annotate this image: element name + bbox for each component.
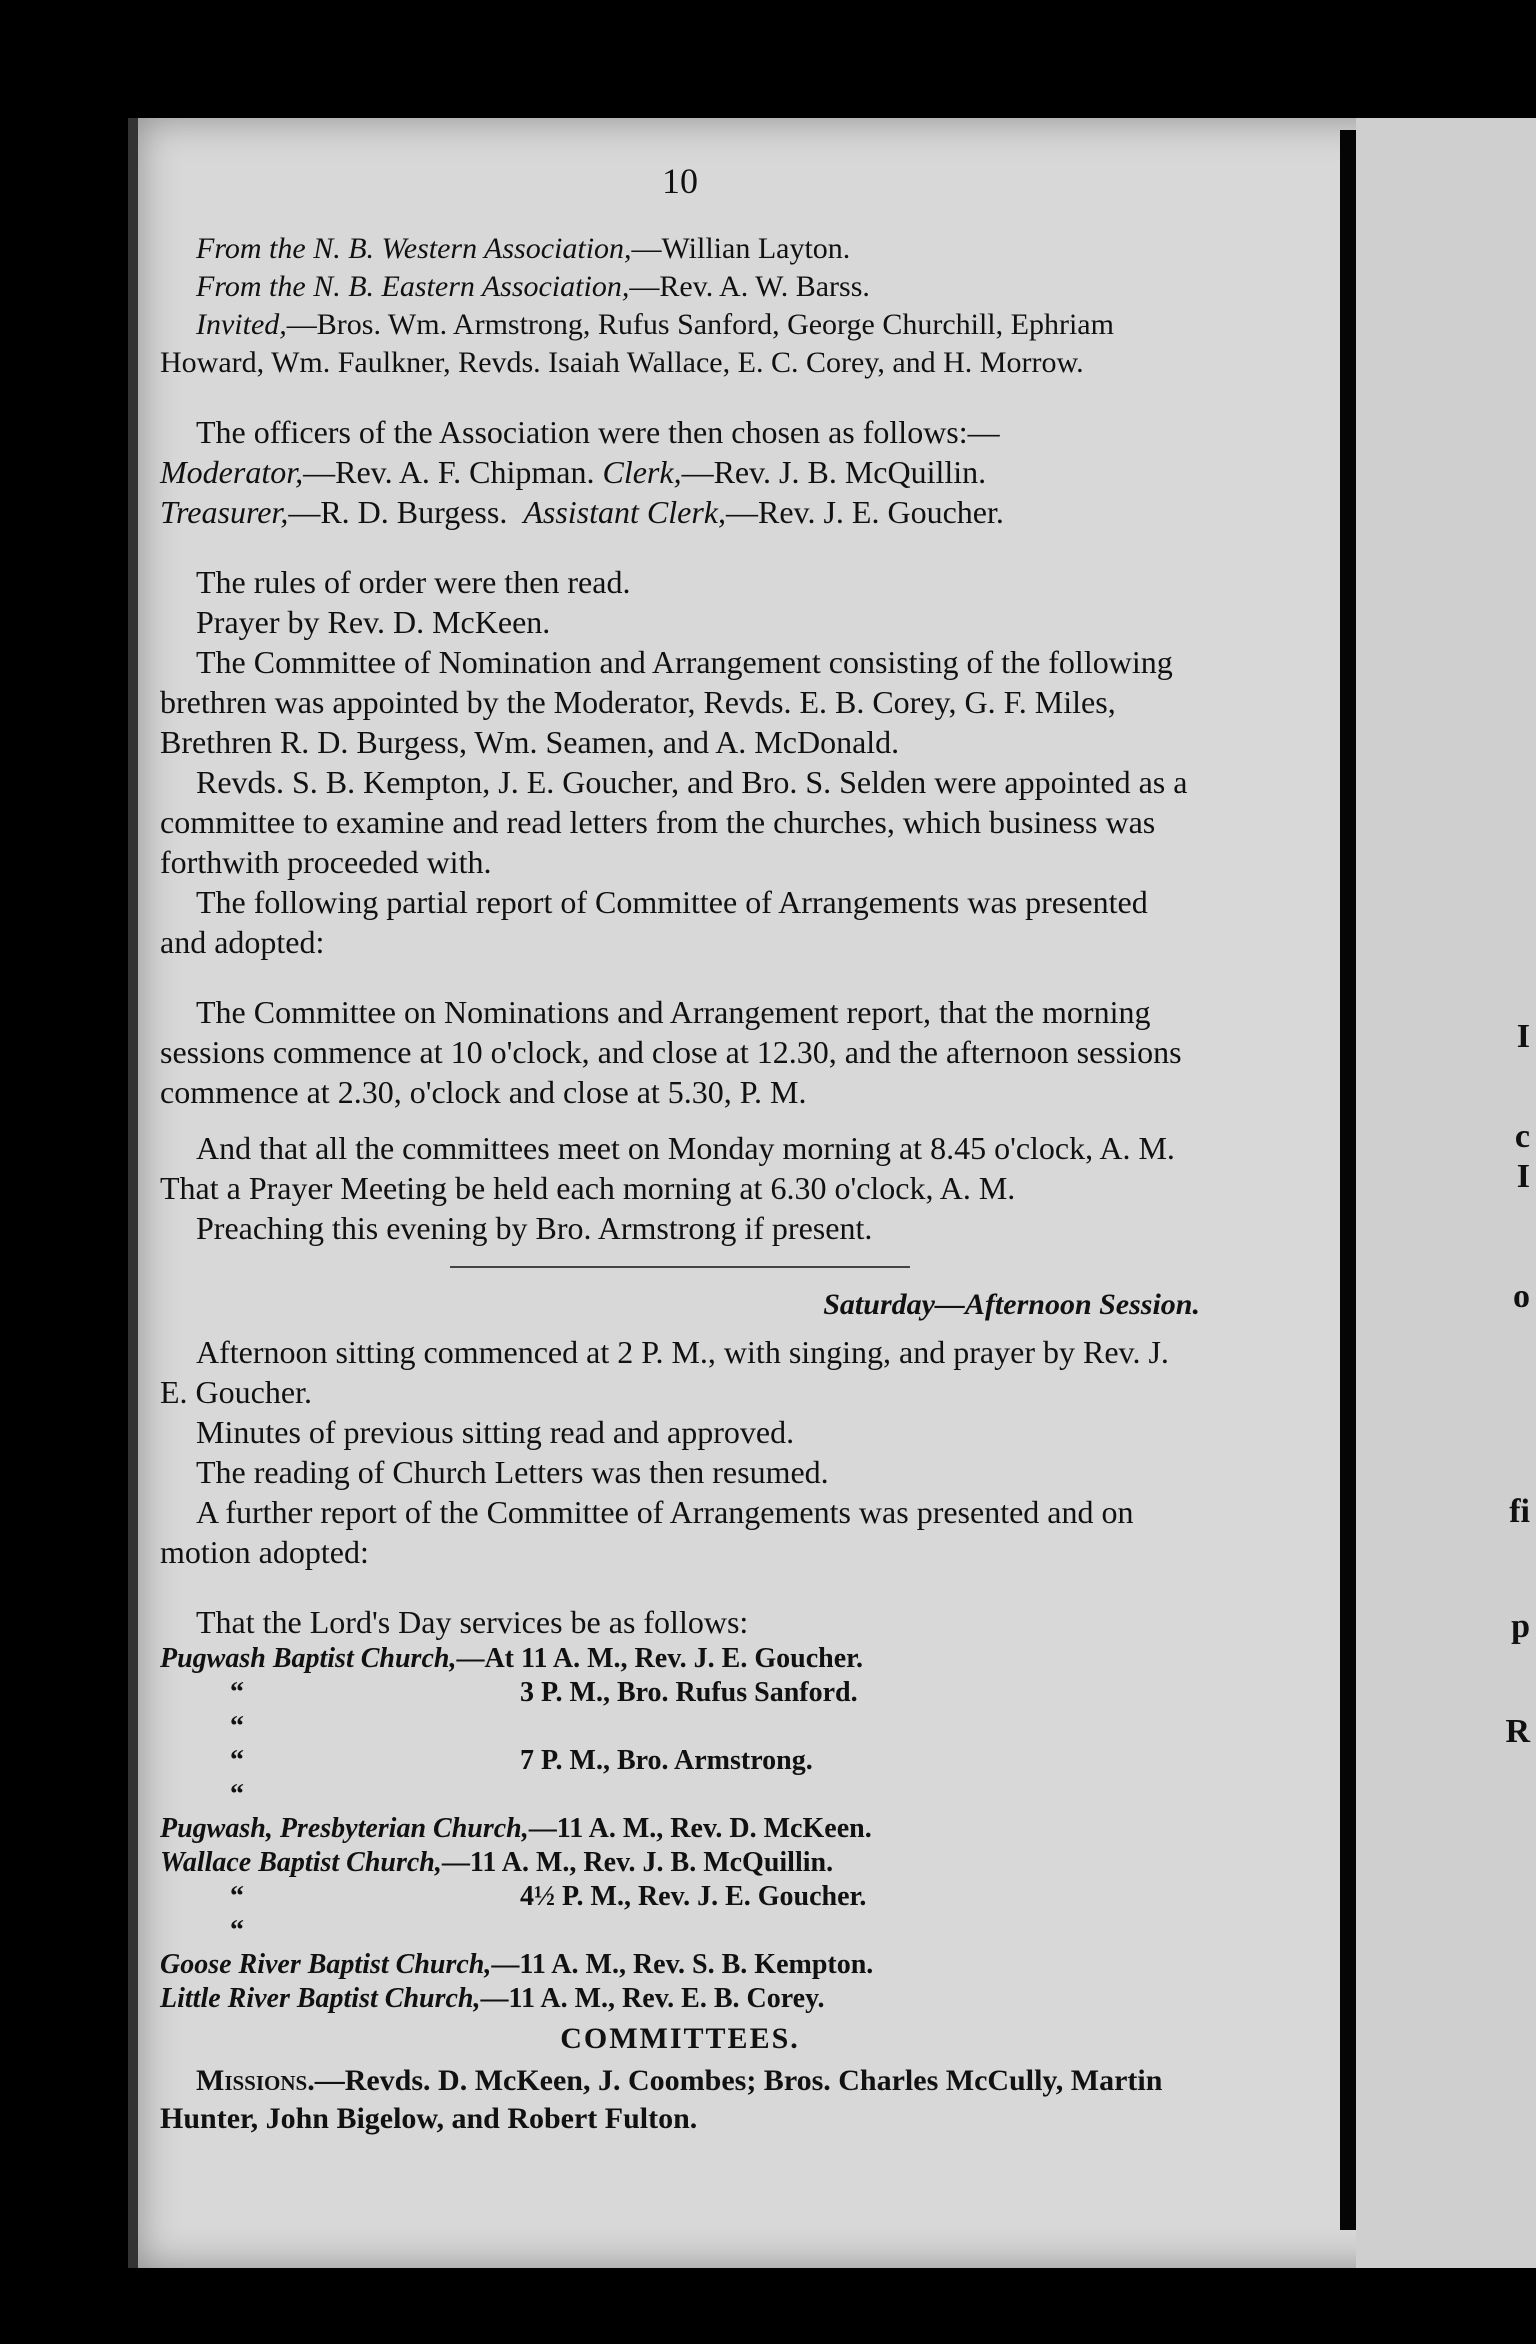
section-divider [450,1266,910,1268]
minutes-paragraph: The Committee of Nomination and Arrangement consisting of the following brethren was appointed by the Moderator, Revds. E. B. Corey, G. F. Miles, Brethren R. D. Burgess, Wm. Seamen, and A. McDonald. [160,644,1173,760]
delegate-label: Invited, [196,308,287,341]
minutes-paragraph: The reading of Church Letters was then resumed. [196,1454,829,1490]
service-row [160,1846,1200,1880]
service-place: Goose River Baptist Church, [160,1949,492,1980]
service-row [160,1982,1200,2016]
minutes-paragraph: Revds. S. B. Kempton, J. E. Goucher, and Bro. S. Selden were appointed as a committee to examine and read letters from the churches, which business was forthwith proceeded with. [160,764,1188,880]
service-detail: —11 A. M., Rev. D. McKeen. [528,1813,872,1844]
services-intro: That the Lord's Day services be as follows: [196,1604,749,1640]
service-row [160,1744,1200,1812]
service-place: Wallace Baptist Church, [160,1847,442,1878]
assistant-clerk-label: Assistant Clerk, [523,494,726,530]
delegate-text: —Willian Layton. [631,232,851,265]
page-content [160,160,1200,2138]
facing-page-fragment: I [1516,1018,1530,1055]
service-place: “ “ [230,1677,354,1742]
assistant-clerk-name: —Rev. J. E. Goucher. [725,494,1004,530]
service-row [160,1676,1200,1744]
service-detail: —11 A. M., Rev. J. B. McQuillin. [441,1847,834,1878]
facing-page-edge [1356,118,1536,2268]
missions-members: —Revds. D. McKeen, J. Coombes; Bros. Charles McCully, Martin Hunter, John Bigelow, and Robert Fulton. [160,2064,1163,2135]
minutes-paragraph: The rules of order were then read. [196,564,631,600]
page-number: 10 [662,161,698,201]
minutes-paragraph: Preaching this evening by Bro. Armstrong if present. [196,1210,873,1246]
minutes-paragraph: Minutes of previous sitting read and approved. [196,1414,795,1450]
officers-line [160,492,1200,532]
service-place: “ “ [230,1745,354,1810]
service-detail: —11 A. M., Rev. E. B. Corey. [480,1983,825,2014]
minutes-paragraph: The following partial report of Committee of Arrangements was presented and adopted: [160,884,1148,960]
service-detail: 7 P. M., Bro. Armstrong. [520,1745,813,1776]
missions-committee [160,2062,1200,2138]
service-row [160,1642,1200,1676]
treasurer-label: Treasurer, [160,494,289,530]
treasurer-name: —R. D. Burgess. [288,494,508,530]
moderator-name: —Rev. A. F. Chipman. [303,454,595,490]
minutes-paragraph: Afternoon sitting commenced at 2 P. M., with singing, and prayer by Rev. J. E. Goucher. [160,1334,1169,1410]
delegate-line [160,268,1200,306]
service-detail: 3 P. M., Bro. Rufus Sanford. [520,1677,858,1708]
session-heading: Saturday—Afternoon Session. [823,1288,1200,1321]
minutes-paragraph: The Committee on Nominations and Arrangement report, that the morning sessions commence at 10 o'clock, and close at 12.30, and the afternoon sessions commence at 2.30, o'clock and close at 5.30, P. M. [160,994,1182,1110]
minutes-paragraph: A further report of the Committee of Arrangements was presented and on motion adopted: [160,1494,1134,1570]
service-place: Pugwash, Presbyterian Church, [160,1813,529,1844]
clerk-label: Clerk, [602,454,682,490]
committees-heading: COMMITTEES. [560,2022,800,2055]
delegate-text: —Bros. Wm. Armstrong, Rufus Sanford, George Churchill, Ephriam Howard, Wm. Faulkner, Revds. Isaiah Wallace, E. C. Corey, and H. Morrow. [160,308,1114,379]
facing-page-fragment: o [1513,1278,1530,1315]
book-spine [1340,130,1356,2230]
service-row [160,1880,1200,1948]
facing-page-fragment: c [1514,1118,1530,1155]
clerk-name: —Rev. J. B. McQuillin. [681,454,987,490]
delegate-line [160,230,1200,268]
service-detail: —At 11 A. M., Rev. J. E. Goucher. [456,1643,863,1674]
service-place: Little River Baptist Church, [160,1983,481,2014]
facing-page-fragment: p [1511,1608,1530,1645]
missions-label: Missions. [196,2064,315,2097]
minutes-paragraph: Prayer by Rev. D. McKeen. [196,604,551,640]
delegate-text: —Rev. A. W. Barss. [629,270,870,303]
services-list [160,1642,1200,2016]
service-place: Pugwash Baptist Church, [160,1643,457,1674]
service-row [160,1948,1200,1982]
facing-page-fragment: I [1516,1158,1530,1195]
delegate-label: From the N. B. Western Association, [196,232,632,265]
service-detail: —11 A. M., Rev. S. B. Kempton. [491,1949,874,1980]
officers-intro: The officers of the Association were then chosen as follows:— [196,414,1000,450]
service-place: “ “ [230,1881,354,1946]
facing-page-fragment: fi [1509,1493,1530,1530]
facing-page-fragment: R [1505,1713,1530,1750]
delegate-label: From the N. B. Eastern Association, [196,270,630,303]
delegate-line [160,306,1200,382]
moderator-label: Moderator, [160,454,304,490]
officers-line [160,452,1200,492]
service-row [160,1812,1200,1846]
minutes-paragraph: And that all the committees meet on Monday morning at 8.45 o'clock, A. M. That a Prayer Meeting be held each morning at 6.30 o'clock, A. M. [160,1130,1175,1206]
service-detail: 4½ P. M., Rev. J. E. Goucher. [520,1881,867,1912]
